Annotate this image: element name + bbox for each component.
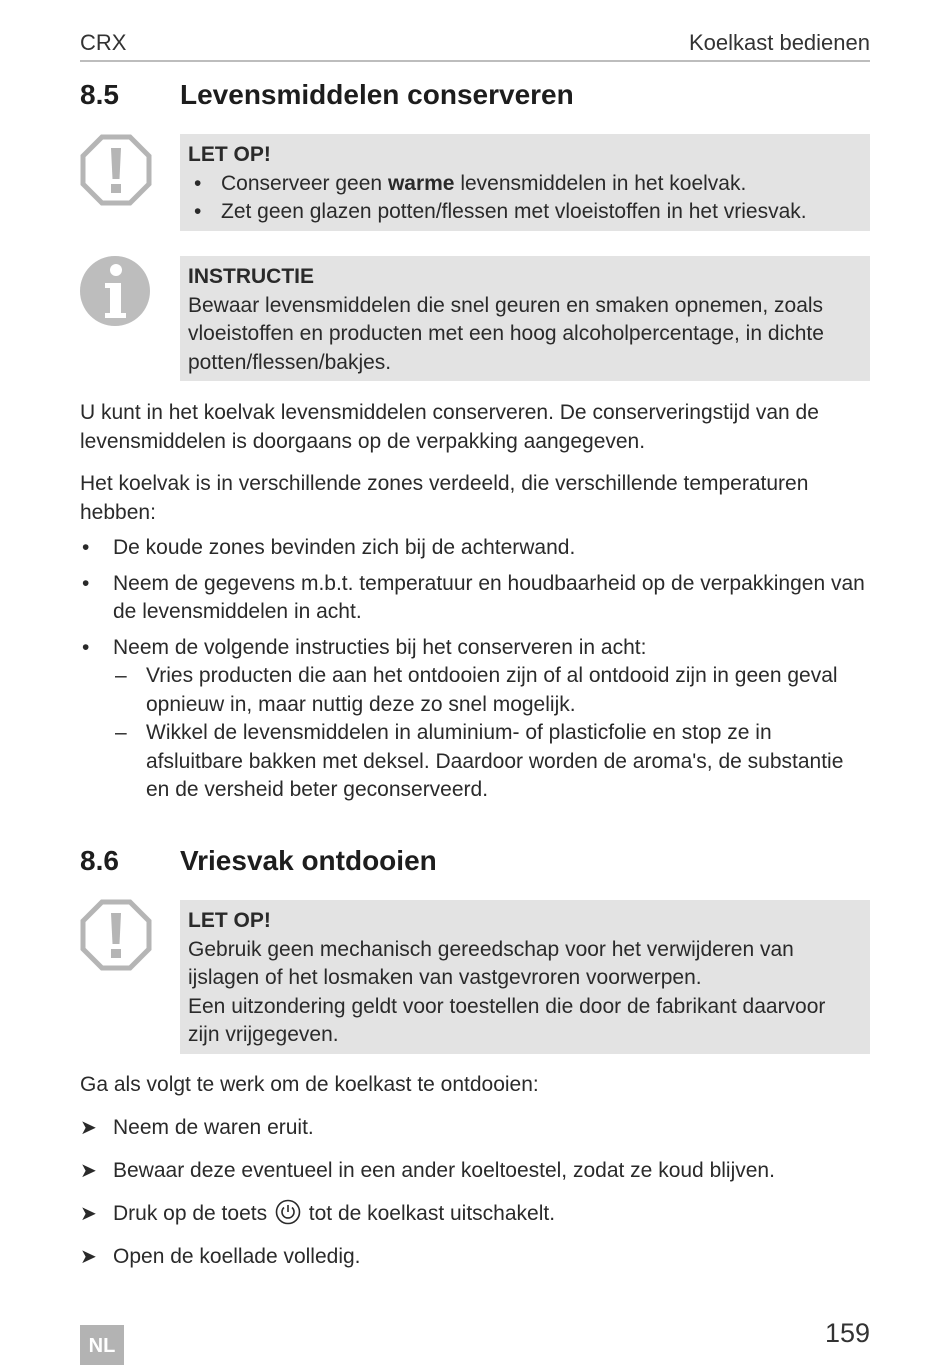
caution-box bbox=[180, 900, 870, 1054]
instruction-text: Bewaar levensmiddelen die snel geuren en smaken opnemen, zoals vloeistoffen en producten met een hoog alcoholpercentage, in dichte potten/flessen/bakjes. bbox=[188, 293, 824, 374]
instruction-box bbox=[180, 256, 870, 381]
step-item: ➤ Open de koellade volledig. bbox=[80, 1243, 870, 1272]
sub-list-item: – Wikkel de levensmiddelen in aluminium- of plasticfolie en stop ze in afsluitbare bakken met deksel. Daardoor worden de aroma's, de substantie en de versheid beter geconserveerd. bbox=[113, 719, 870, 805]
section-title: Vriesvak ontdooien bbox=[180, 845, 437, 876]
paragraph: U kunt in het koelvak levensmiddelen conserveren. De conserveringstijd van de levensmiddelen is doorgaans op de verpakking aangegeven. bbox=[80, 401, 819, 453]
arrow-icon: ➤ bbox=[80, 1117, 97, 1139]
list-item: • Neem de volgende instructies bij het conserveren in acht: – Vries producten die aan het ontdooien zijn of al ontdooid zijn in geen geval opnieuw in, maar nuttig deze zo snel mogelijk. – Wikkel de levensmiddelen in aluminium- of plasticfolie en stop ze in afsluitbare bakken met deksel. Daardoor worden de aroma's, de substantie en de versheid beter geconserveerd. bbox=[80, 634, 870, 805]
caution-box bbox=[180, 134, 870, 231]
step-item: ➤ Neem de waren eruit. bbox=[80, 1114, 870, 1143]
arrow-icon: ➤ bbox=[80, 1160, 97, 1182]
caution-text: Een uitzondering geldt voor toestellen die door de fabrikant daarvoor zijn vrijgegeven. bbox=[188, 994, 826, 1046]
section-number: 8.5 bbox=[80, 79, 119, 110]
caution-title: LET OP! bbox=[188, 909, 271, 932]
caution-title: LET OP! bbox=[188, 143, 271, 166]
header-rule bbox=[80, 60, 870, 62]
caution-text: Gebruik geen mechanisch gereedschap voor het verwijderen van ijslagen of het losmaken van vastgevroren voorwerpen. bbox=[188, 937, 794, 989]
instruction-title: INSTRUCTIE bbox=[188, 265, 314, 288]
power-button-icon bbox=[275, 1199, 301, 1225]
arrow-icon: ➤ bbox=[80, 1246, 97, 1268]
header-product: CRX bbox=[80, 30, 127, 55]
list-item: • De koude zones bevinden zich bij de achterwand. bbox=[80, 534, 870, 563]
step-list bbox=[80, 1114, 870, 1286]
caution-item: • Conserveer geen warme levensmiddelen in het koelvak. bbox=[188, 170, 862, 199]
section-number: 8.6 bbox=[80, 845, 119, 876]
caution-icon bbox=[80, 134, 152, 206]
paragraph: Het koelvak is in verschillende zones verdeeld, die verschillende temperaturen hebben: bbox=[80, 472, 809, 524]
arrow-icon: ➤ bbox=[80, 1203, 97, 1225]
language-badge: NL bbox=[80, 1325, 124, 1365]
sub-list bbox=[113, 662, 870, 805]
list-item: • Neem de gegevens m.b.t. temperatuur en houdbaarheid op de verpakkingen van de levensmiddelen in acht. bbox=[80, 570, 870, 627]
info-icon bbox=[79, 255, 151, 327]
caution-icon bbox=[80, 899, 152, 971]
step-item: ➤ Bewaar deze eventueel in een ander koeltoestel, zodat ze koud blijven. bbox=[80, 1157, 870, 1186]
sub-list-item: – Vries producten die aan het ontdooien zijn of al ontdooid zijn in geen geval opnieuw in, maar nuttig deze zo snel mogelijk. bbox=[113, 662, 870, 719]
bullet-list bbox=[80, 534, 870, 812]
section-title: Levensmiddelen conserveren bbox=[180, 79, 574, 110]
header-chapter: Koelkast bedienen bbox=[688, 30, 870, 55]
step-item: ➤ Druk op de toets tot de koelkast uitschakelt. bbox=[80, 1200, 870, 1229]
paragraph: Ga als volgt te werk om de koelkast te ontdooien: bbox=[80, 1073, 539, 1096]
caution-item: • Zet geen glazen potten/flessen met vloeistoffen in het vriesvak. bbox=[188, 198, 862, 227]
page-number: 159 bbox=[824, 1318, 870, 1348]
